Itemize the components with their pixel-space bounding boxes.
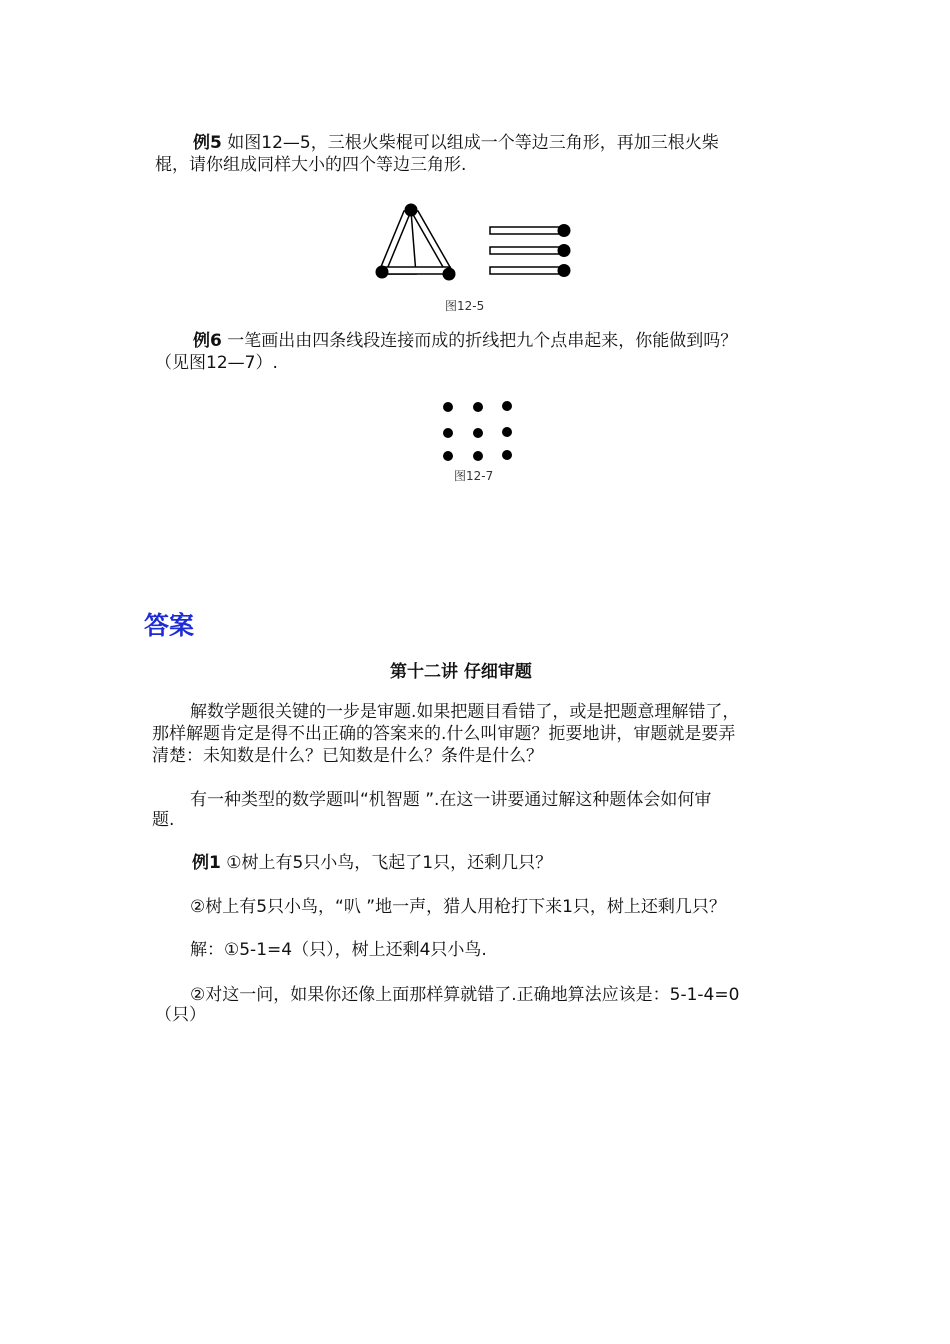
type-para-line1: 有一种类型的数学题叫“机智题 ”.在这一讲要通过解这种题体会如何审 (190, 790, 712, 810)
example6-line2: （见图12—7）. (155, 353, 278, 373)
intro-line2: 那样解题肯定是得不出正确的答案来的.什么叫审题？扼要地讲，审题就是要弄 (152, 724, 736, 744)
figure-12-5 (360, 195, 590, 295)
example6-text-1: 一笔画出由四条线段连接而成的折线把九个点串起来，你能做到吗？ (227, 331, 738, 351)
example1-q1-text: ①树上有5只小鸟，飞起了1只，还剩几只？ (226, 853, 553, 873)
example1-label: 例1 (192, 853, 221, 873)
example5-label: 例5 (193, 133, 222, 153)
example5-line1 (193, 132, 719, 154)
intro-line1: 解数学题很关键的一步是审题.如果把题目看错了，或是把题意理解错了， (190, 702, 740, 722)
example6-line1 (193, 330, 737, 352)
example1-solution2-line1: ②对这一问，如果你还像上面那样算就错了.正确地算法应该是：5-1-4=0 (190, 985, 740, 1005)
example6-label: 例6 (193, 331, 222, 351)
answer-heading: 答案 (144, 611, 195, 640)
example1-solution2-line2: （只） (155, 1005, 206, 1025)
type-para-line2: 题. (152, 810, 175, 830)
example1-solution1: 解：①5-1=4（只），树上还剩4只小鸟. (190, 940, 487, 960)
three-loose-matchsticks (490, 224, 571, 277)
example5-text-1: 如图12—5，三根火柴棍可以组成一个等边三角形，再加三根火柴 (227, 133, 719, 153)
figure-12-5-caption: 图12-5 (445, 299, 485, 313)
example5-line2: 棍，请你组成同样大小的四个等边三角形. (155, 155, 467, 175)
lecture-title: 第十二讲 仔细审题 (390, 662, 532, 682)
intro-line3: 清楚：未知数是什么？已知数是什么？条件是什么？ (152, 746, 543, 766)
example1-question1 (192, 852, 552, 874)
triangle-matchsticks (376, 204, 456, 281)
figure-12-7 (430, 395, 525, 465)
figure-12-7-caption: 图12-7 (454, 469, 494, 483)
example1-question2: ②树上有5只小鸟，“叭 ”地一声，猎人用枪打下来1只，树上还剩几只？ (190, 897, 726, 917)
